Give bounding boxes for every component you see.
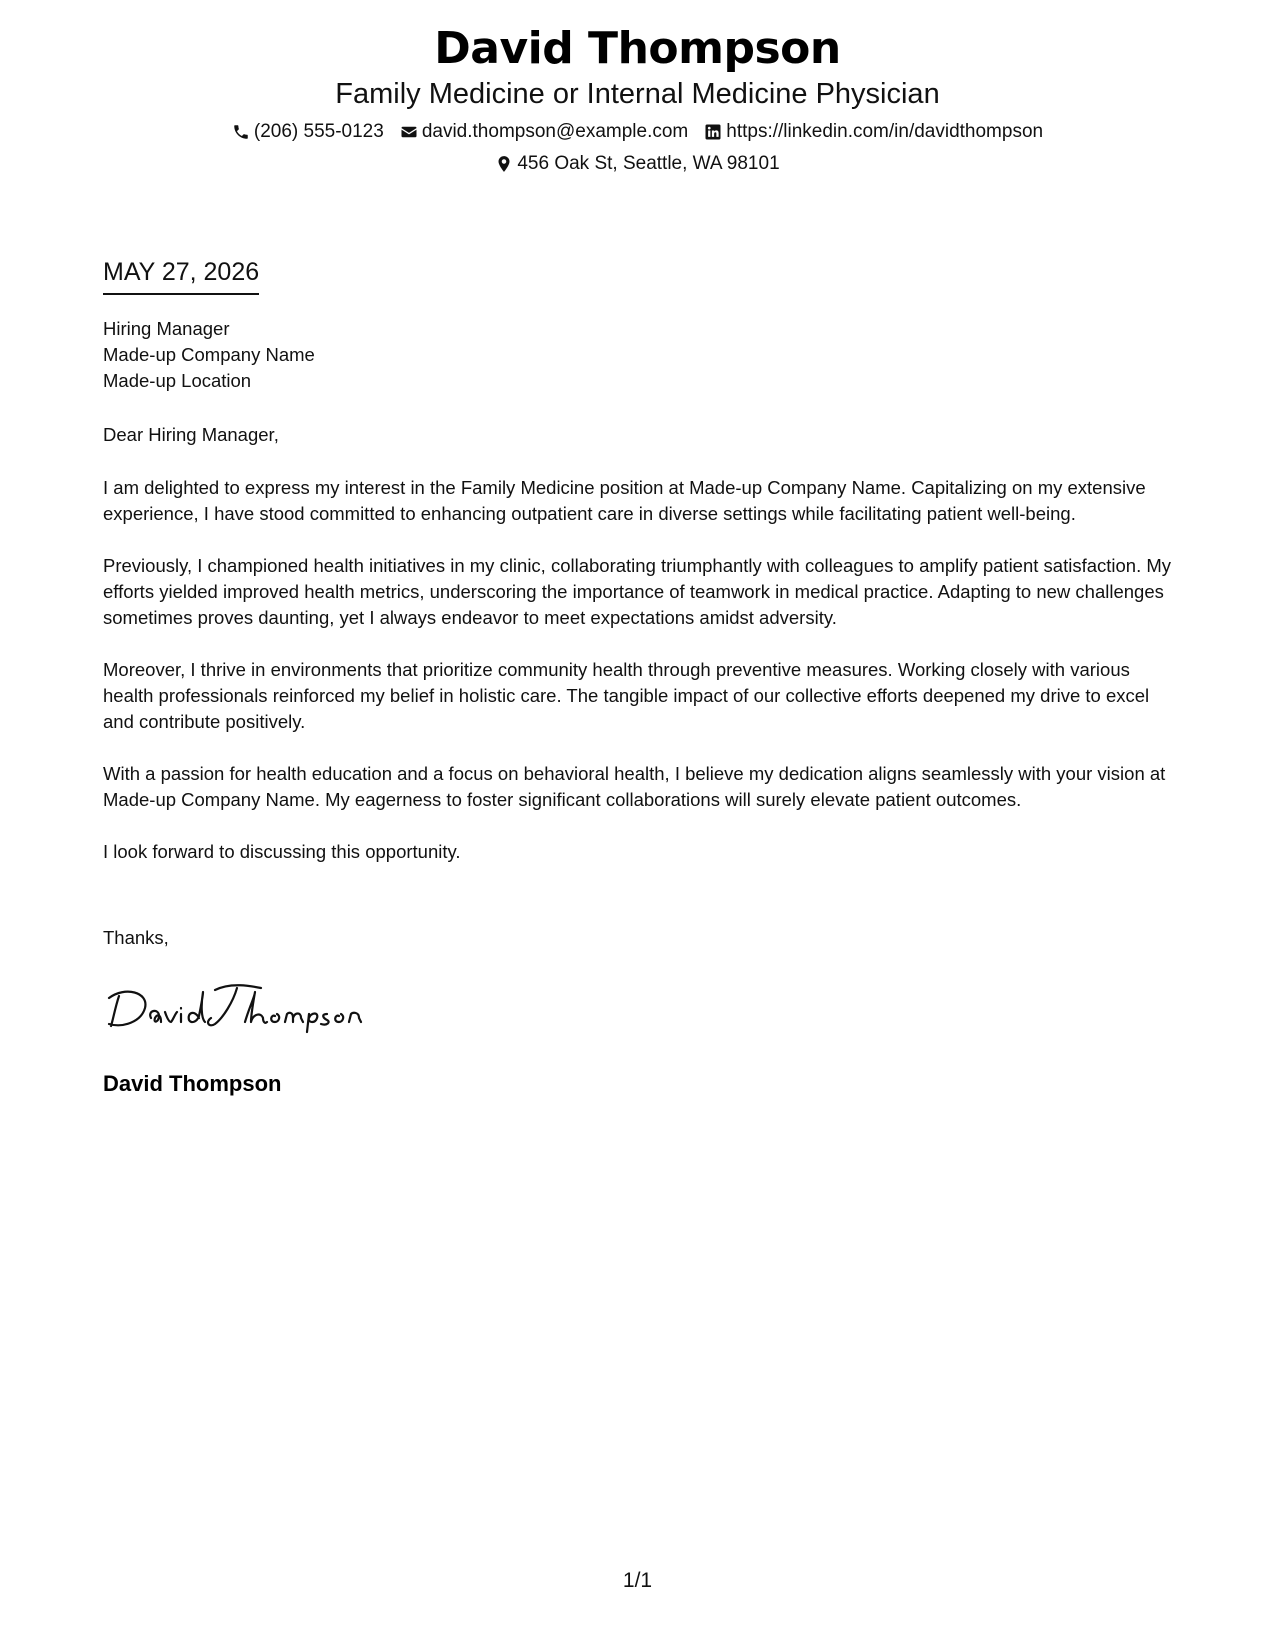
body-paragraph: With a passion for health education and a focus on behavioral health, I believe my dedication aligns seamlessly with your vision at Made-up Company Name. My eagerness to foster significant collaborations will surely elevate patient outcomes. (103, 763, 1166, 810)
body-paragraph: I am delighted to express my interest in the Family Medicine position at Made-up Company Name. Capitalizing on my extensive experience, I have stood committed to enhancing outpatient care in diverse settings while facilitating patient well-being. (103, 477, 1146, 524)
handwritten-signature (105, 978, 365, 1038)
linkedin-icon (704, 123, 722, 141)
contact-line-secondary (0, 152, 1275, 176)
closing: Thanks, (103, 927, 169, 948)
letter-header (0, 22, 1275, 176)
address-text: 456 Oak St, Seattle, WA 98101 (517, 153, 780, 174)
email-address[interactable]: david.thompson@example.com (421, 121, 689, 142)
recipient-line: Made-up Company Name (103, 344, 315, 365)
contact-phone (232, 120, 384, 144)
letter-date: MAY 27, 2026 (103, 257, 259, 295)
page-number: 1/1 (622, 1569, 653, 1592)
recipient-block (103, 316, 1178, 394)
contact-email[interactable] (400, 120, 688, 144)
body-paragraph: Moreover, I thrive in environments that prioritize community health through preventive measures. Working closely with various health professionals reinforced my belief in holistic care. The tangible impact of our collective efforts deepened my drive to excel and contribute positively. (103, 659, 1150, 732)
recipient-line: Hiring Manager (103, 318, 230, 339)
linkedin-url[interactable]: https://linkedin.com/in/davidthompson (726, 121, 1044, 142)
applicant-title: Family Medicine or Internal Medicine Physician (335, 78, 940, 110)
signed-name: David Thompson (103, 1071, 282, 1096)
applicant-name: David Thompson (434, 23, 841, 74)
contact-linkedin[interactable] (704, 120, 1043, 144)
contact-line-primary (0, 120, 1275, 144)
envelope-icon (400, 123, 418, 141)
map-pin-icon (495, 155, 513, 173)
salutation: Dear Hiring Manager, (103, 424, 279, 445)
body-paragraph: I look forward to discussing this opportunity. (103, 841, 461, 862)
recipient-line: Made-up Location (103, 370, 252, 391)
phone-icon (232, 123, 250, 141)
phone-number: (206) 555-0123 (253, 121, 384, 142)
contact-address (495, 152, 779, 176)
body-paragraph: Previously, I championed health initiatives in my clinic, collaborating triumphantly with colleagues to amplify patient satisfaction. My efforts yielded improved health metrics, underscoring the importance of teamwork in medical practice. Adapting to new challenges sometimes proves daunting, yet I always endeavor to meet expectations amidst adversity. (103, 555, 1172, 628)
letter-body (103, 475, 1178, 891)
